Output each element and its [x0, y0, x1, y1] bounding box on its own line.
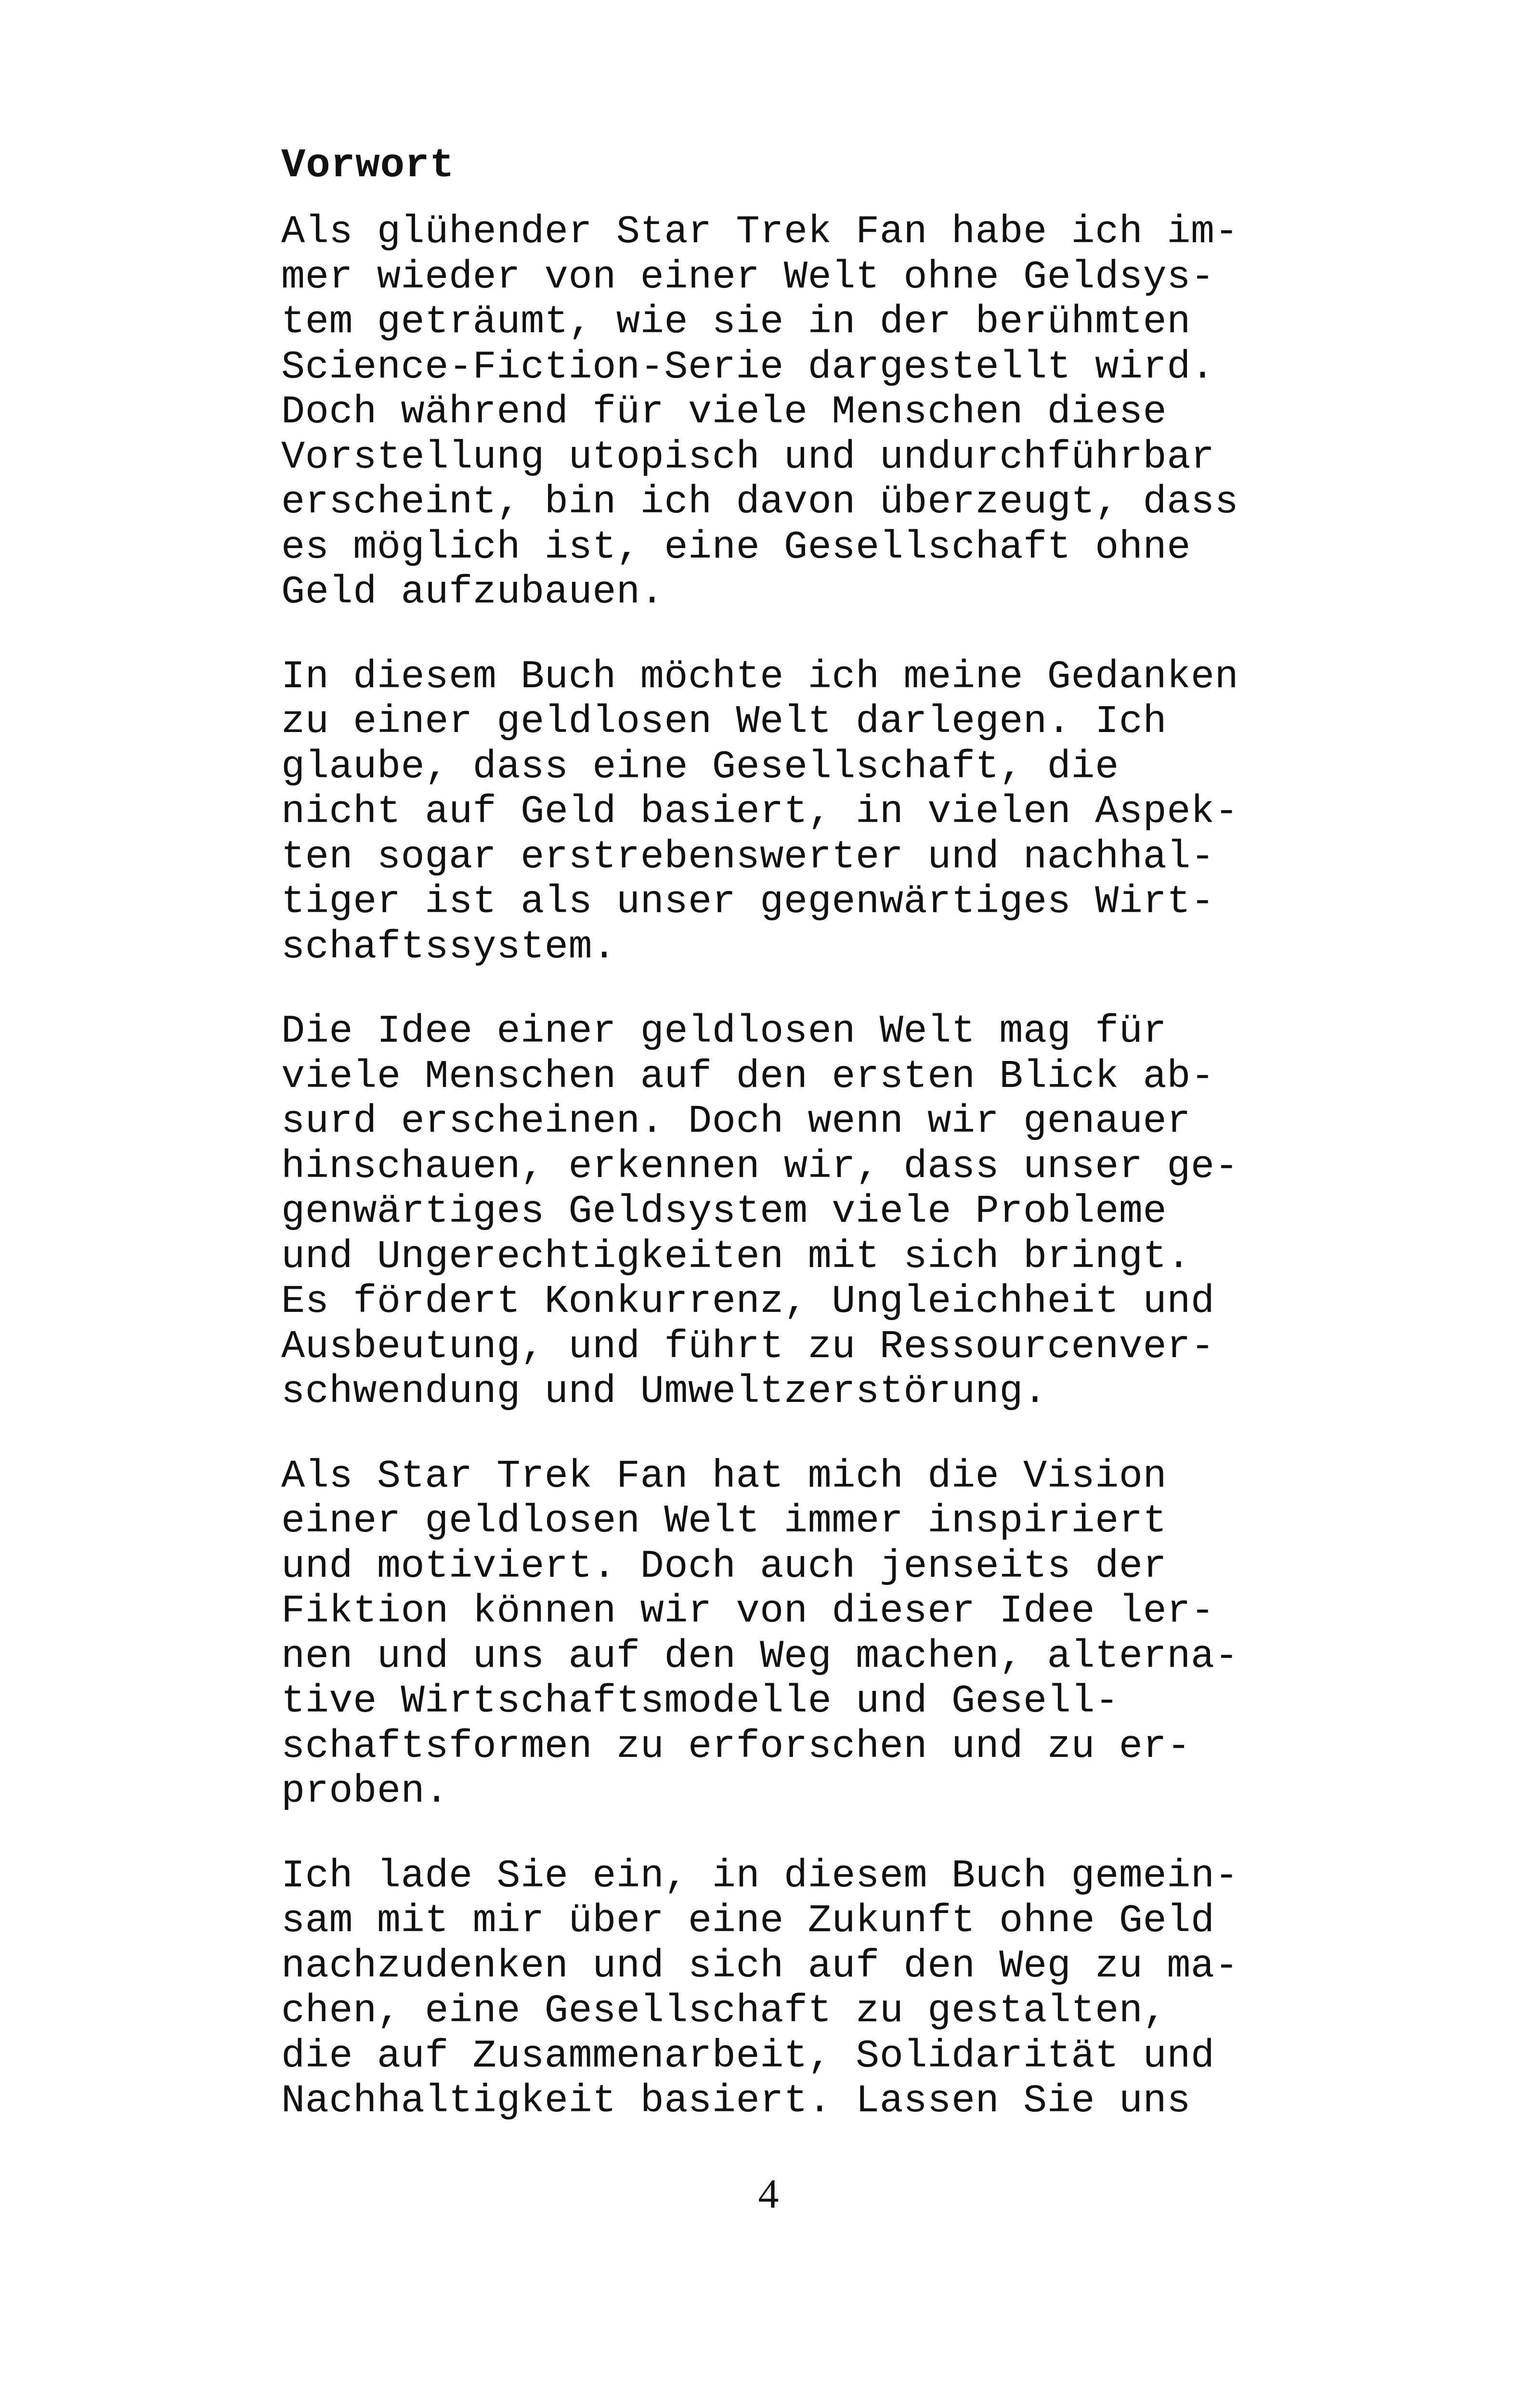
text-line: mer wieder von einer Welt ohne Geldsys- — [281, 254, 1215, 300]
paragraph — [281, 209, 1263, 615]
text-line: chen, eine Gesellschaft zu gestalten, — [281, 1989, 1167, 2033]
paragraph — [281, 1009, 1263, 1414]
text-line: schaftssystem. — [281, 924, 616, 969]
text-line: tive Wirtschaftsmodelle und Gesell- — [281, 1679, 1119, 1724]
text-line: und Ungerechtigkeiten mit sich bringt. — [281, 1234, 1191, 1279]
paragraph — [281, 1854, 1263, 2124]
text-line: einer geldlosen Welt immer inspiriert — [281, 1499, 1167, 1544]
text-line: Geld aufzubauen. — [281, 570, 664, 615]
text-line: Die Idee einer geldlosen Welt mag für — [281, 1009, 1167, 1054]
text-line: glaube, dass eine Gesellschaft, die — [281, 744, 1119, 789]
paragraphs-container — [281, 209, 1263, 2124]
text-line: die auf Zusammenarbeit, Solidarität und — [281, 2033, 1215, 2079]
text-line: nicht auf Geld basiert, in vielen Aspek- — [281, 789, 1239, 834]
text-line: Es fördert Konkurrenz, Ungleichheit und — [281, 1279, 1215, 1324]
text-line: Vorstellung utopisch und undurchführbar — [281, 434, 1215, 480]
text-line: Fiktion können wir von dieser Idee ler- — [281, 1589, 1215, 1634]
text-line: nachzudenken und sich auf den Weg zu ma- — [281, 1943, 1239, 1989]
text-line: Als Star Trek Fan hat mich die Vision — [281, 1453, 1167, 1499]
text-line: ten sogar erstrebenswerter und nachhal- — [281, 834, 1215, 879]
text-line: Doch während für viele Menschen diese — [281, 390, 1167, 434]
chapter-heading: Vorwort — [281, 143, 455, 189]
paragraph — [281, 1454, 1263, 1814]
text-line: Science-Fiction-Serie dargestellt wird. — [281, 344, 1215, 390]
text-block — [281, 140, 1263, 2124]
paragraph — [281, 654, 1263, 970]
text-line: hinschauen, erkennen wir, dass unser ge- — [281, 1144, 1239, 1189]
text-line: Nachhaltigkeit basiert. Lassen Sie uns — [281, 2079, 1191, 2123]
text-line: tiger ist als unser gegenwärtiges Wirt- — [281, 879, 1215, 924]
text-line: Als glühender Star Trek Fan habe ich im- — [281, 209, 1239, 254]
text-line: surd erscheinen. Doch wenn wir genauer — [281, 1099, 1191, 1144]
text-line: proben. — [281, 1769, 449, 1814]
text-line: und motiviert. Doch auch jenseits der — [281, 1544, 1167, 1589]
text-line: sam mit mir über eine Zukunft ohne Geld — [281, 1898, 1215, 1943]
text-line: erscheint, bin ich davon überzeugt, dass — [281, 480, 1239, 524]
text-line: Ausbeutung, und führt zu Ressourcenver- — [281, 1324, 1215, 1369]
text-line: tem geträumt, wie sie in der berühmten — [281, 300, 1191, 344]
text-line: schaftsformen zu erforschen und zu er- — [281, 1724, 1191, 1769]
text-line: Ich lade Sie ein, in diesem Buch gemein- — [281, 1853, 1239, 1898]
text-line: genwärtiges Geldsystem viele Probleme — [281, 1189, 1167, 1234]
text-line: nen und uns auf den Weg machen, alterna- — [281, 1634, 1239, 1679]
text-line: es möglich ist, eine Gesellschaft ohne — [281, 524, 1191, 570]
page-number: 4 — [758, 2171, 779, 2217]
text-line: In diesem Buch möchte ich meine Gedanken — [281, 654, 1239, 699]
text-line: zu einer geldlosen Welt darlegen. Ich — [281, 699, 1167, 744]
text-line: viele Menschen auf den ersten Blick ab- — [281, 1054, 1215, 1099]
text-line: schwendung und Umweltzerstörung. — [281, 1369, 1047, 1414]
